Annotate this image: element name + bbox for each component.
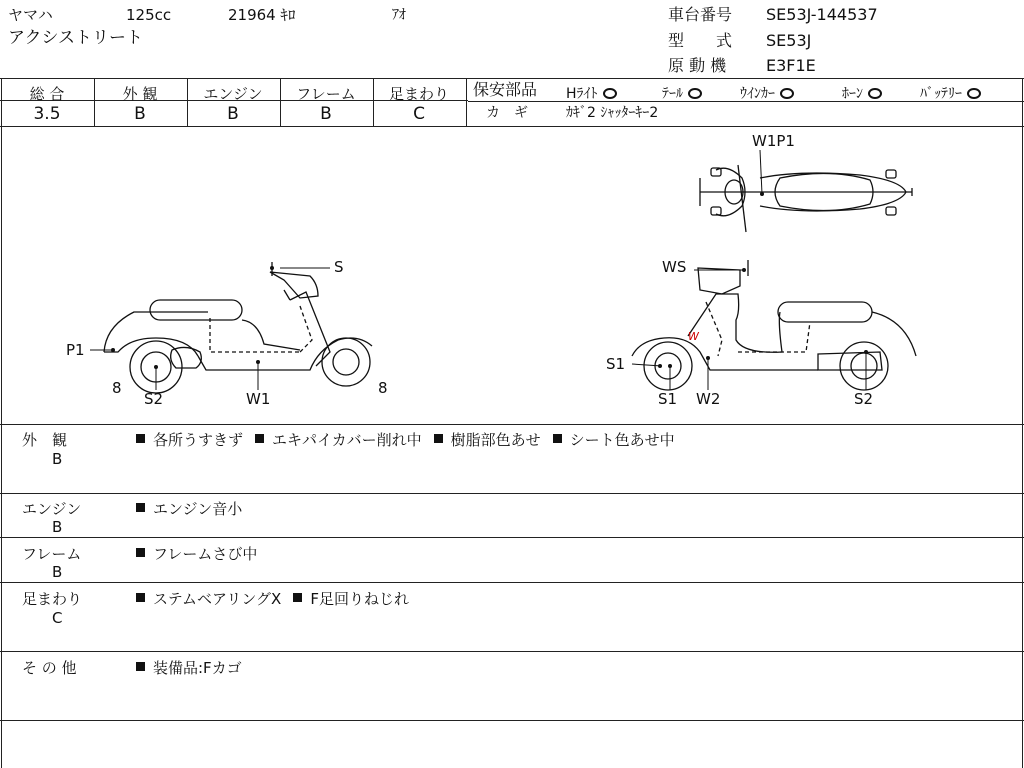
grade-suspension-label: 足まわり bbox=[388, 85, 449, 103]
label-s1-mid: S1 bbox=[606, 355, 626, 373]
grade-suspension-value: C bbox=[413, 104, 425, 124]
engine-code: E3F1E bbox=[766, 56, 816, 75]
note-other-label: そ の 他 bbox=[22, 659, 77, 677]
ok-circle-icon bbox=[868, 88, 882, 99]
note-suspension-grade: C bbox=[52, 609, 63, 627]
divider bbox=[0, 651, 1024, 652]
note-other-items: 装備品:Fカゴ bbox=[136, 657, 242, 678]
model-code-label: 型 式 bbox=[668, 31, 733, 50]
note-engine-items: エンジン音小 bbox=[136, 498, 242, 519]
divider bbox=[0, 424, 1024, 425]
key-label: カ ギ bbox=[486, 105, 528, 121]
frame-no-label: 車台番号 bbox=[668, 5, 733, 24]
divider bbox=[0, 720, 1024, 721]
displacement: 125cc bbox=[126, 6, 172, 24]
ok-circle-icon bbox=[967, 88, 981, 99]
note-frame-items: フレームさび中 bbox=[136, 543, 257, 564]
leader-lines bbox=[90, 150, 866, 390]
divider bbox=[0, 537, 1024, 538]
note-exterior-label: 外 観 bbox=[22, 431, 68, 449]
note-engine-label: エンジン bbox=[22, 500, 82, 518]
divider bbox=[0, 582, 1024, 583]
body-color: ｱｵ bbox=[392, 7, 406, 23]
note-exterior-items: 各所うすきず エキパイカバー削れ中 樹脂部色あせ シート色あせ中 bbox=[136, 429, 675, 450]
note-engine-grade: B bbox=[52, 518, 63, 536]
key-value: ｶｷﾞ2 ｼｬｯﾀｰｷｰ2 bbox=[566, 105, 659, 121]
label-w2: W2 bbox=[696, 390, 721, 408]
grade-exterior-value: B bbox=[134, 104, 146, 124]
engine-label: 原 動 機 bbox=[668, 56, 727, 75]
label-s1-bottom: S1 bbox=[658, 390, 678, 408]
grade-frame-label: フレーム bbox=[296, 85, 356, 103]
label-s2-left: S2 bbox=[144, 390, 164, 408]
ok-circle-icon bbox=[603, 88, 617, 99]
equipment-headlight: Hﾗｲﾄ bbox=[566, 83, 617, 103]
model-code: SE53J bbox=[766, 31, 812, 50]
label-s2-right: S2 bbox=[854, 390, 874, 408]
grade-exterior-label: 外 観 bbox=[122, 85, 158, 103]
label-eight-left: 8 bbox=[112, 379, 122, 397]
scooter-top-view bbox=[700, 165, 912, 232]
damage-diagram bbox=[0, 126, 1024, 426]
grade-overall-label: 総 合 bbox=[29, 85, 65, 103]
equipment-taillight: ﾃｰﾙ bbox=[662, 83, 702, 103]
divider bbox=[466, 78, 467, 126]
ok-circle-icon bbox=[688, 88, 702, 99]
frame-no: SE53J-144537 bbox=[766, 5, 878, 24]
label-ws: WS bbox=[662, 258, 687, 276]
equipment-horn: ﾎｰﾝ bbox=[842, 83, 882, 103]
grade-frame-value: B bbox=[320, 104, 332, 124]
divider bbox=[0, 78, 1024, 79]
red-mark: W bbox=[688, 330, 699, 343]
scooter-right-view bbox=[632, 260, 916, 390]
scooter-left-view bbox=[104, 262, 372, 393]
note-suspension-label: 足まわり bbox=[22, 590, 83, 608]
note-exterior-grade: B bbox=[52, 450, 63, 468]
equipment-title: 保安部品 bbox=[473, 80, 538, 99]
maker: ヤマハ bbox=[8, 6, 53, 24]
label-p1: P1 bbox=[66, 341, 85, 359]
mileage: 21964 ｷﾛ bbox=[228, 6, 296, 24]
label-w1p1: W1P1 bbox=[752, 132, 795, 150]
equipment-battery: ﾊﾞｯﾃﾘｰ bbox=[920, 83, 981, 103]
divider bbox=[0, 493, 1024, 494]
grade-engine-value: B bbox=[227, 104, 239, 124]
label-eight-right: 8 bbox=[378, 379, 388, 397]
note-frame-grade: B bbox=[52, 563, 63, 581]
ok-circle-icon bbox=[780, 88, 794, 99]
note-frame-label: フレーム bbox=[22, 545, 82, 563]
grade-overall-value: 3.5 bbox=[33, 104, 61, 124]
note-suspension-items: ステムベアリングX F足回りねじれ bbox=[136, 588, 409, 609]
model-name: アクシストリート bbox=[8, 28, 143, 48]
label-w1: W1 bbox=[246, 390, 271, 408]
label-s-left: S bbox=[334, 258, 344, 276]
grade-engine-label: エンジン bbox=[203, 85, 263, 103]
equipment-winker: ｳｲﾝｶｰ bbox=[740, 83, 794, 103]
